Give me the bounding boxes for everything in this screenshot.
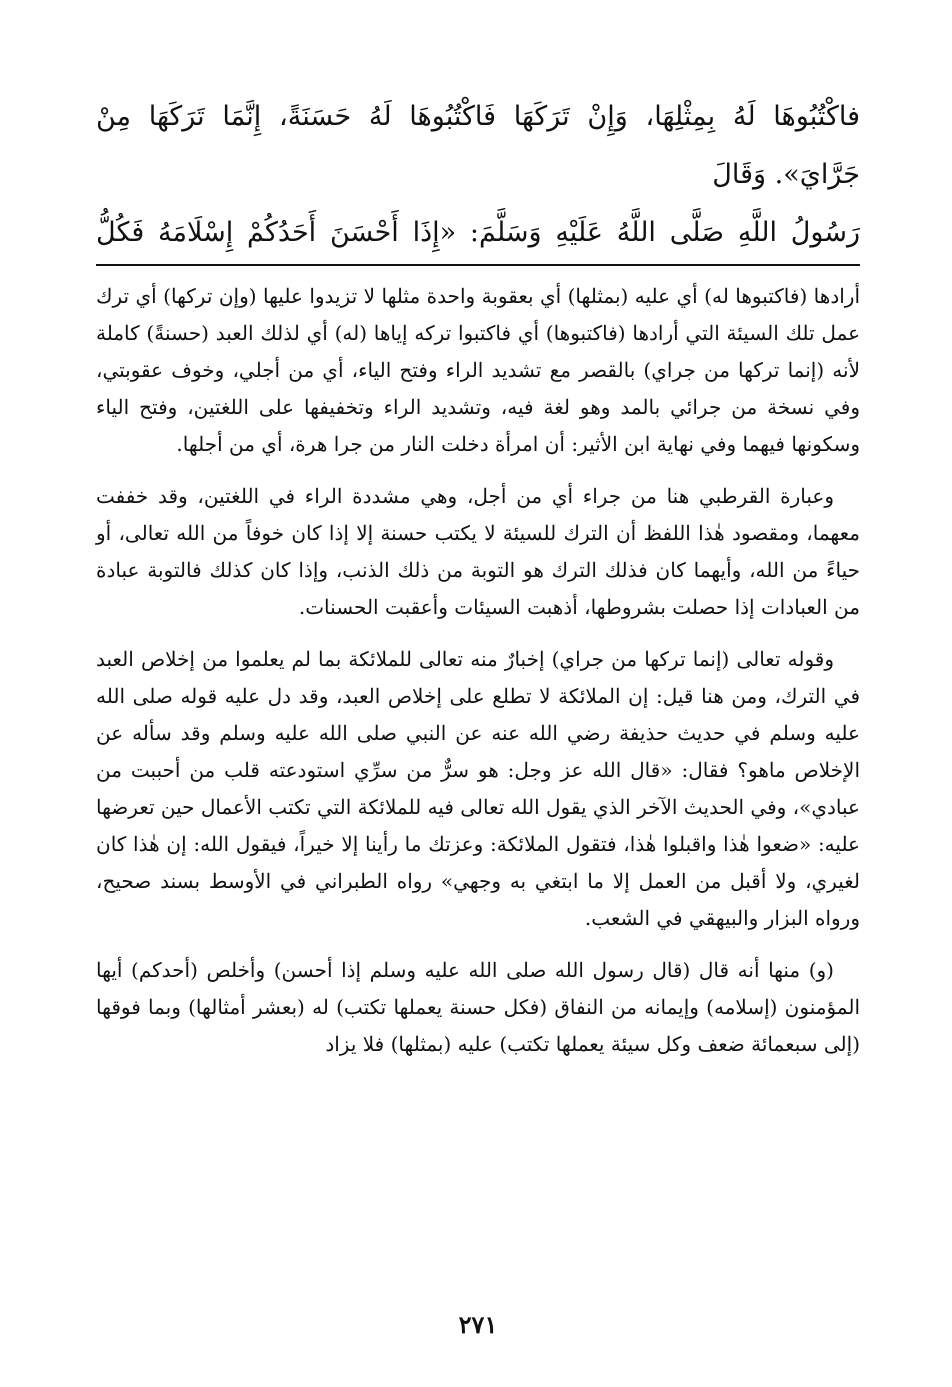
commentary-paragraph: وعبارة القرطبي هنا من جراء أي من أجل، وهي مشددة الراء في اللغتين، وقد خففت معهما، ومقصود هٰذا اللفظ أن الترك للسيئة لا يكتب حسنة إلا إذا كان خوفاً من الله تعالى، أو حياءً من الله، وأيهما كان فذلك الترك هو التوبة من ذلك الذنب، وإذا كان كذلك فالتوبة عبادة من العبادات إذا حصلت بشروطها، أذهبت السيئات وأعقبت الحسنات. — [96, 484, 860, 619]
hadith-line: فاكْتُبُوهَا لَهُ بِمِثْلِهَا، وَإِنْ تَرَكَهَا فَاكْتُبُوهَا لَهُ حَسَنَةً، إِنَّمَا تَرَكَهَا مِنْ جَرَّايَ». وَقَالَ — [96, 101, 860, 190]
book-page — [96, 88, 860, 1387]
page-number: ٢٧١ — [458, 1310, 498, 1339]
hadith-line: رَسُولُ اللَّهِ صَلَّى اللَّهُ عَلَيْهِ وَسَلَّمَ: «إِذَا أَحْسَنَ أَحَدُكُمْ إِسْلَامَهُ فَكُلُّ — [96, 217, 860, 248]
commentary-paragraph: وقوله تعالى (إنما تركها من جراي) إخبارٌ منه تعالى للملائكة بما لم يعلموا من إخلاص العبد في الترك، ومن هنا قيل: إن الملائكة لا تطلع على إخلاص العبد، وقد دل عليه قوله صلى الله عليه وسلم في حديث حذيفة رضي الله عنه عن النبي صلى الله عليه وسلم وقد سأله عن الإخلاص ماهو؟ فقال: «قال الله عز وجل: هو سرٌّ من سرِّي استودعته قلب من أحببت من عبادي»، وفي الحديث الآخر الذي يقول الله تعالى فيه للملائكة التي تكتب الأعمال حين تعرضها عليه: «ضعوا هٰذا واقبلوا هٰذا، فتقول الملائكة: وعزتك ما رأينا إلا خيراً، فيقول الله: إن هٰذا كان لغيري، ولا أقبل من العمل إلا ما ابتغي به وجهي» رواه الطبراني في الأوسط بسند صحيح، ورواه البزار والبيهقي في الشعب. — [95, 647, 861, 930]
separator-rule — [96, 264, 860, 266]
commentary-block — [96, 278, 860, 1063]
hadith-text-block — [96, 88, 860, 264]
commentary-paragraph: أرادها (فاكتبوها له) أي عليه (بمثلها) أي بعقوبة واحدة مثلها لا تزيدوا عليها (وإن تركها) أي ترك عمل تلك السيئة التي أرادها (فاكتبوها) أي فاكتبوا تركه إياها (له) أي لذلك العبد (حسنةً) كاملة لأنه (إنما تركها من جراي) بالقصر مع تشديد الراء وفتح الياء، أي من أجلي، وخوف عقوبتي، وفي نسخة من جرائي بالمد وهو لغة فيه، وتشديد الراء وتخفيفها على اللغتين، وفتح الياء وسكونها فيهما وفي نهاية ابن الأثير: أن امرأة دخلت النار من جرا هرة، أي من أجلها. — [96, 284, 860, 456]
commentary-paragraph: (و) منها أنه قال (قال رسول الله صلى الله عليه وسلم إذا أحسن) وأخلص (أحدكم) أيها المؤمنون (إسلامه) وإيمانه من النفاق (فكل حسنة يعملها تكتب) له (بعشر أمثالها) وبما فوقها (إلى سبعمائة ضعف وكل سيئة يعملها تكتب) عليه (بمثلها) فلا يزاد — [96, 958, 860, 1056]
